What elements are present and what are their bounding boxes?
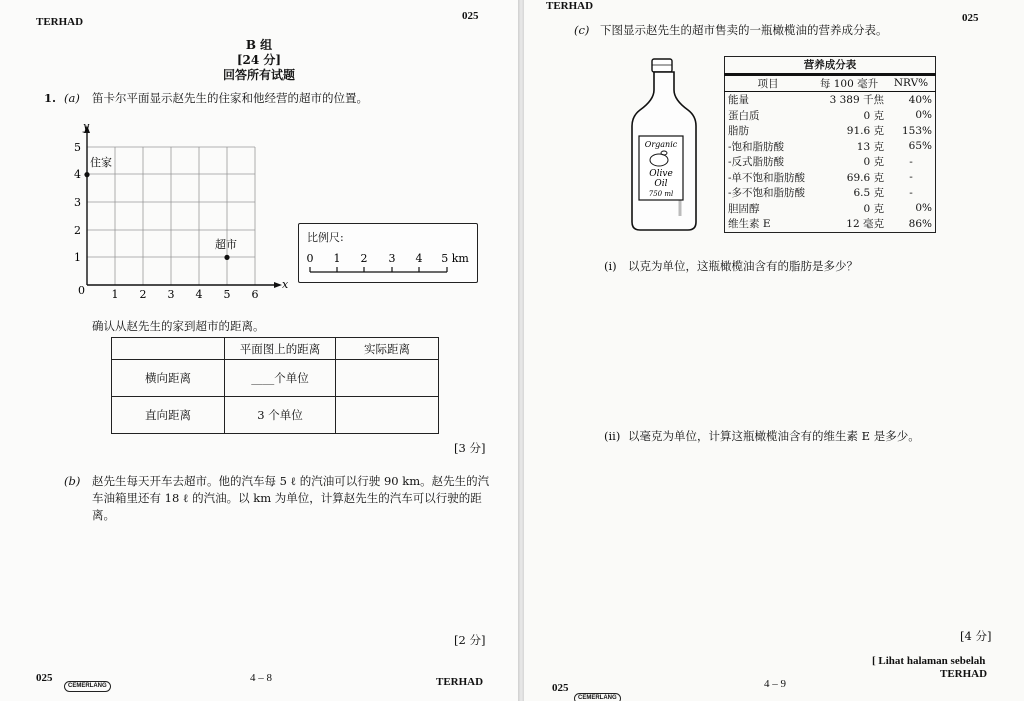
nutrient-name: -多不饱和脂肪酸: [728, 187, 806, 200]
nutrient-amount: 3 389 千焦: [829, 94, 884, 107]
footer-paper-code: 025: [36, 672, 53, 684]
table-header-cell: [112, 338, 225, 360]
nutrient-name: 胆固醇: [728, 202, 760, 215]
publisher-logo: [64, 672, 111, 692]
nutrient-name: -单不饱和脂肪酸: [728, 171, 806, 184]
scale-tick-label: 3: [388, 252, 396, 265]
y-axis-label: y: [83, 120, 90, 133]
part-b-answer-space[interactable]: [92, 530, 492, 625]
footer-restricted-label: TERHAD: [436, 676, 484, 688]
x-tick-label: 1: [111, 288, 119, 301]
nutrient-name: 蛋白质: [728, 109, 760, 122]
scale-tick-label: 1: [333, 252, 341, 265]
market-point: [224, 255, 229, 260]
grid-lines: [87, 147, 255, 285]
nutrition-table: [724, 56, 936, 233]
nutrient-amount: 0 克: [863, 202, 884, 215]
home-label: 住家: [90, 156, 112, 169]
scale-bar: [299, 246, 477, 280]
nutrient-nrv: 65%: [908, 140, 932, 153]
part-a-text: 笛卡尔平面显示赵先生的住家和他经营的超市的位置。: [92, 91, 368, 105]
nutrient-amount: 12 毫克: [846, 218, 884, 231]
nutrient-nrv: 0%: [915, 202, 932, 215]
scale-tick-label: 4: [415, 252, 423, 265]
footer-page-number: 4 – 9: [764, 678, 786, 690]
table-header-row: [112, 338, 439, 360]
home-point: [84, 172, 89, 177]
logo-text: CEMERLANG: [64, 681, 111, 692]
y-tick-label: 5: [74, 141, 81, 154]
horizontal-units-input[interactable]: ____个单位: [225, 360, 336, 397]
part-c-ii-text: 以毫克为单位，计算这瓶橄榄油含有的维生素 E 是多少。: [628, 429, 920, 443]
x-tick-label: 6: [251, 288, 259, 301]
origin-label: 0: [78, 284, 85, 297]
footer-page-number: 4 – 8: [250, 672, 272, 684]
nutrient-amount: 6.5 克: [853, 187, 884, 200]
nutrient-name: -饱和脂肪酸: [728, 140, 785, 153]
part-c-i-answer-space[interactable]: [628, 280, 988, 420]
y-tick-label: 4: [74, 168, 81, 181]
x-tick-label: 2: [139, 288, 147, 301]
logo-text: CEMERLANG: [574, 693, 621, 701]
part-c-i-label: (i): [604, 259, 617, 273]
horizontal-actual-input[interactable]: [336, 360, 439, 397]
publisher-logo: [574, 684, 621, 701]
table-header-cell: 平面图上的距离: [225, 338, 336, 360]
section-marks: [24 分]: [236, 53, 282, 67]
part-c-marks: [4 分]: [960, 629, 992, 643]
distance-table: [111, 337, 439, 434]
nutrient-nrv: -: [909, 155, 913, 168]
part-b-label: (b): [64, 474, 81, 488]
x-tick-labels: [112, 288, 259, 301]
nutrition-header-cell: 项目: [757, 77, 779, 90]
header-restricted-label: TERHAD: [546, 0, 594, 12]
right-page: [524, 0, 1024, 701]
x-tick-label: 4: [195, 288, 203, 301]
nutrition-row: [725, 185, 936, 201]
bottle-label-volume: 750 ml: [648, 190, 674, 198]
x-axis-label: x: [282, 278, 289, 291]
y-tick-label: 1: [74, 251, 81, 264]
table-cell: 3 个单位: [225, 397, 336, 434]
nutrition-row: [725, 201, 936, 217]
nutrient-amount: 69.6 克: [846, 171, 884, 184]
nutrient-amount: 91.6 克: [846, 125, 884, 138]
nutrient-name: 能量: [728, 94, 749, 107]
table-cell: 横向距离: [112, 360, 225, 397]
nutrition-row: [725, 216, 936, 232]
part-c-ii-label: (ii): [604, 429, 621, 443]
cartesian-plane: [60, 115, 290, 305]
x-tick-label: 3: [167, 288, 175, 301]
x-axis-arrow-icon: [274, 282, 282, 288]
nutrient-nrv: 153%: [901, 124, 932, 137]
nutrition-row: [725, 108, 936, 124]
nutrient-nrv: -: [909, 186, 913, 199]
scale-title: 比例尺:: [307, 231, 344, 244]
nutrition-header-cell: NRV%: [893, 77, 929, 90]
part-a-label: (a): [64, 91, 80, 105]
scale-tick-label: 2: [360, 252, 368, 265]
y-tick-label: 3: [74, 196, 81, 209]
nutrient-name: 脂肪: [728, 125, 749, 138]
footer-paper-code: 025: [552, 682, 569, 694]
scale-tick-label: 5 km: [441, 252, 469, 265]
table-cell: 直向距离: [112, 397, 225, 434]
part-c-ii-answer-space[interactable]: [628, 450, 988, 620]
next-page-note: [ Lihat halaman sebelah: [872, 655, 986, 667]
nutrition-row: [725, 154, 936, 170]
bottle-label-organic: Organic: [644, 140, 678, 149]
bottle-label-olive: Olive: [649, 169, 673, 179]
nutrient-nrv: 40%: [908, 93, 932, 106]
header-restricted-label: TERHAD: [36, 16, 84, 28]
table-row: [112, 397, 439, 434]
olive-oil-bottle: [626, 56, 702, 234]
section-instruction: 回答所有试题: [222, 68, 295, 82]
nutrition-row: [725, 139, 936, 155]
nutrient-nrv: 0%: [915, 109, 932, 122]
bottle-label-oil: Oil: [654, 179, 668, 189]
scale-box: [298, 223, 478, 283]
nutrition-title-row: [725, 57, 936, 75]
part-a-marks: [3 分]: [454, 441, 486, 455]
nutrient-name: -反式脂肪酸: [728, 156, 785, 169]
nutrition-header-cell: 每 100 毫升: [819, 77, 879, 90]
header-paper-code: 025: [962, 12, 979, 24]
nutrient-amount: 0 克: [863, 156, 884, 169]
confirm-instruction: 确认从赵先生的家到超市的距离。: [92, 319, 265, 333]
nutrition-row: [725, 92, 936, 108]
nutrient-nrv: -: [909, 171, 913, 184]
part-b-text: 赵先生每天开车去超市。他的汽车每 5 ℓ 的汽油可以行驶 90 km。赵先生的汽车油箱里还有 18 ℓ 的汽油。以 km 为单位，计算赵先生的汽车可以行驶的距离。: [92, 474, 490, 522]
nutrition-row: [725, 170, 936, 186]
y-tick-label: 2: [74, 224, 81, 237]
x-tick-label: 5: [223, 288, 231, 301]
section-heading: [0, 38, 518, 83]
header-paper-code: 025: [462, 10, 479, 22]
nutrient-nrv: 86%: [908, 217, 932, 230]
nutrition-row: [725, 123, 936, 139]
part-c-text: 下图显示赵先生的超市售卖的一瓶橄榄油的营养成分表。: [600, 23, 888, 37]
scale-tick-label: 0: [306, 252, 314, 265]
vertical-actual-input[interactable]: [336, 397, 439, 434]
part-c-i-text: 以克为单位，这瓶橄榄油含有的脂肪是多少？: [628, 259, 858, 273]
nutrient-name: 维生素 E: [728, 218, 771, 231]
table-row: [112, 360, 439, 397]
nutrition-title: 营养成分表: [725, 57, 936, 75]
nutrient-amount: 13 克: [856, 140, 884, 153]
question-number: 1.: [44, 91, 57, 105]
nutrient-amount: 0 克: [863, 109, 884, 122]
section-title: B 组: [245, 38, 273, 52]
table-header-cell: 实际距离: [336, 338, 439, 360]
part-b-marks: [2 分]: [454, 633, 486, 647]
part-c-label: (c): [574, 23, 590, 37]
y-tick-labels: [74, 141, 81, 264]
footer-restricted-label: TERHAD: [940, 668, 988, 680]
market-label: 超市: [215, 238, 237, 251]
nutrition-header-row: [725, 74, 936, 92]
